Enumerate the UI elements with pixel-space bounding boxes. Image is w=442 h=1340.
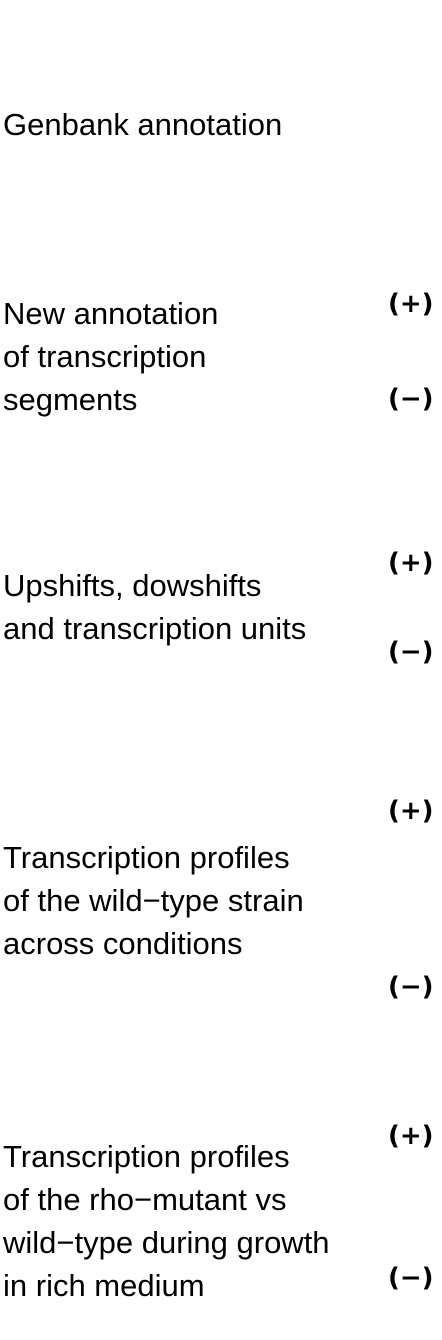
strand-minus-label: (−) xyxy=(388,637,434,667)
strand-plus-label: (+) xyxy=(388,548,434,578)
panel-label-line: of the wild−type strain xyxy=(3,883,304,918)
strand-minus-label: (−) xyxy=(388,384,434,414)
strand-plus-label: (+) xyxy=(388,1121,434,1151)
panel-label-line: in rich medium xyxy=(3,1268,205,1303)
panel-label-new-annotation xyxy=(3,292,218,421)
strand-plus-label: (+) xyxy=(388,796,434,826)
panel-label-line: Transcription profiles xyxy=(3,1139,290,1174)
panel-label-line: wild−type during growth xyxy=(3,1225,330,1260)
panel-label-line: segments xyxy=(3,382,138,417)
panel-label-upshifts xyxy=(3,564,306,650)
panel-label-line: across conditions xyxy=(3,926,243,961)
panel-label-wildtype-profiles xyxy=(3,836,304,965)
panel-label-line: Transcription profiles xyxy=(3,840,290,875)
panel-label-line: of the rho−mutant vs xyxy=(3,1182,287,1217)
panel-label-line: Upshifts, dowshifts xyxy=(3,568,262,603)
panel-label-line: of transcription xyxy=(3,339,207,374)
panel-label-line: and transcription units xyxy=(3,611,307,646)
strand-minus-label: (−) xyxy=(388,972,434,1002)
panel-label-genbank xyxy=(3,103,282,146)
panel-label-line: Genbank annotation xyxy=(3,107,283,142)
strand-plus-label: (+) xyxy=(388,289,434,319)
panel-label-line: New annotation xyxy=(3,296,219,331)
panel-label-rho-mutant-profiles xyxy=(3,1135,330,1307)
strand-minus-label: (−) xyxy=(388,1263,434,1293)
